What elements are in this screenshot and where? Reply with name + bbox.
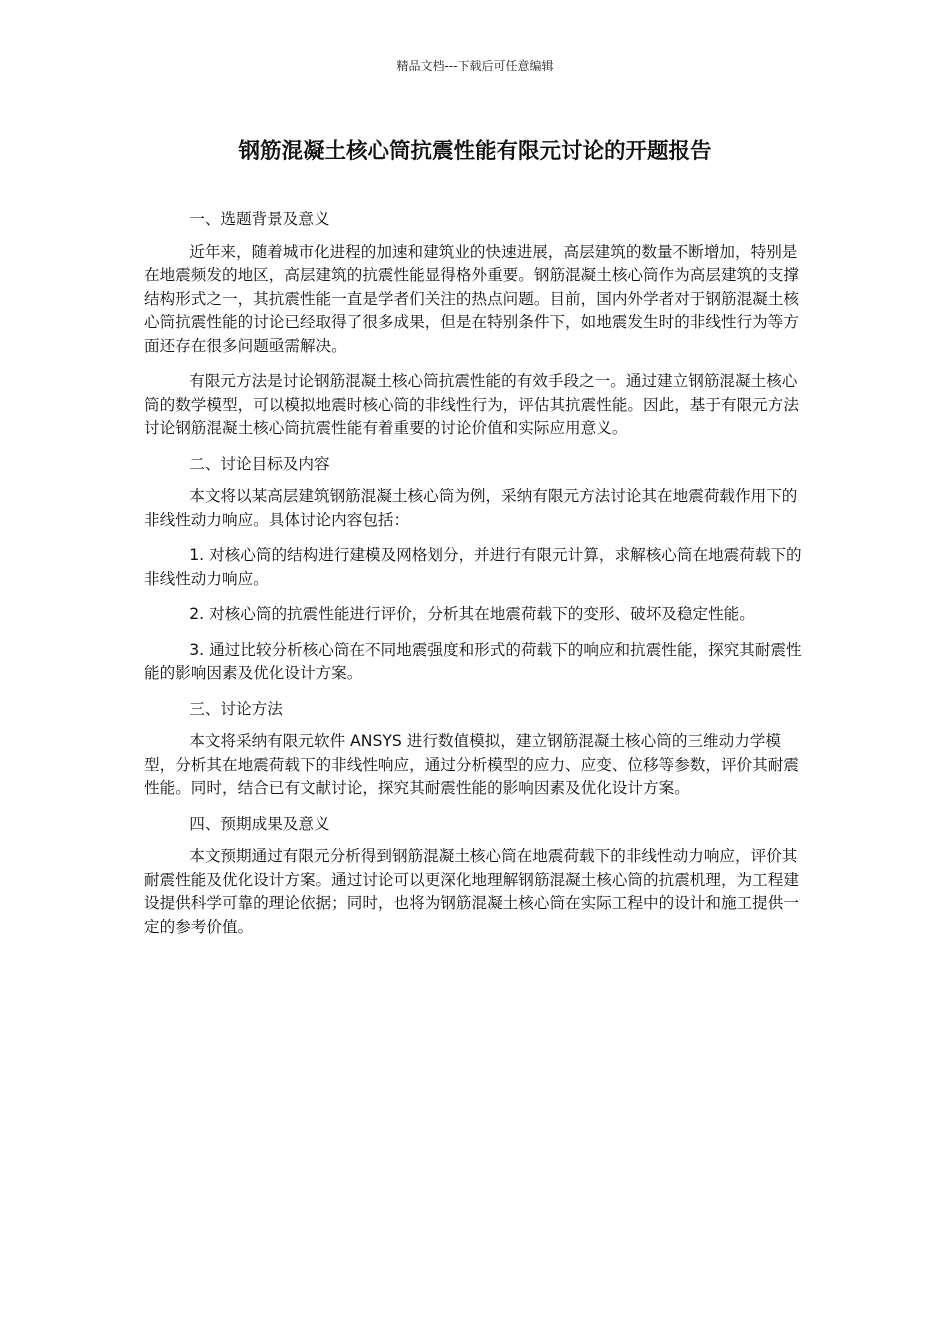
numbered-item: 1. 对核心筒的结构进行建模及网格划分，并进行有限元计算，求解核心筒在地震荷载下的非线性动力响应。 — [144, 546, 802, 588]
section-heading: 二、讨论目标及内容 — [189, 454, 330, 473]
document-title: 钢筋混凝土核心筒抗震性能有限元讨论的开题报告 — [238, 139, 712, 164]
paragraph: 近年来，随着城市化进程的加速和建筑业的快速进展，高层建筑的数量不断增加，特别是在地震频发的地区，高层建筑的抗震性能显得格外重要。钢筋混凝土核心筒作为高层建筑的支撑结构形式之一，其抗震性能一直是学者们关注的热点问题。目前，国内外学者对于钢筋混凝土核心筒抗震性能的讨论已经取得了很多成果，但是在特别条件下，如地震发生时的非线性行为等方面还存在很多问题亟需解决。 — [144, 242, 799, 355]
paragraph: 有限元方法是讨论钢筋混凝土核心筒抗震性能的有效手段之一。通过建立钢筋混凝土核心筒的数学模型，可以模拟地震时核心筒的非线性行为，评估其抗震性能。因此，基于有限元方法讨论钢筋混凝土核心筒抗震性能有着重要的讨论价值和实际应用意义。 — [144, 372, 799, 437]
section-heading: 一、选题背景及意义 — [189, 210, 330, 228]
paragraph: 本文将采纳有限元软件 ANSYS 进行数值模拟，建立钢筋混凝土核心筒的三维动力学模型，分析其在地震荷载下的非线性响应，通过分析模型的应力、应变、位移等参数，评价其耐震性能。同时，结合已有文献讨论，探究其耐震性能的影响因素及优化设计方案。 — [144, 732, 799, 797]
numbered-item: 3. 通过比较分析核心筒在不同地震强度和形式的荷载下的响应和抗震性能，探究其耐震性能的影响因素及优化设计方案。 — [144, 640, 802, 682]
section-heading: 四、预期成果及意义 — [189, 814, 330, 833]
paragraph: 本文预期通过有限元分析得到钢筋混凝土核心筒在地震荷载下的非线性动力响应，评价其耐震性能及优化设计方案。通过讨论可以更深化地理解钢筋混凝土核心筒的抗震机理，为工程建设提供科学可靠的理论依据；同时，也将为钢筋混凝土核心筒在实际工程中的设计和施工提供一定的参考价值。 — [144, 847, 799, 936]
section-heading: 三、讨论方法 — [189, 699, 283, 718]
paragraph: 本文将以某高层建筑钢筋混凝土核心筒为例，采纳有限元方法讨论其在地震荷载作用下的非线性动力响应。具体讨论内容包括： — [144, 487, 798, 529]
page-header: 精品文档---下载后可任意编辑 — [396, 59, 554, 73]
numbered-item: 2. 对核心筒的抗震性能进行评价，分析其在地震荷载下的变形、破坏及稳定性能。 — [189, 605, 755, 623]
document-body — [144, 208, 810, 951]
